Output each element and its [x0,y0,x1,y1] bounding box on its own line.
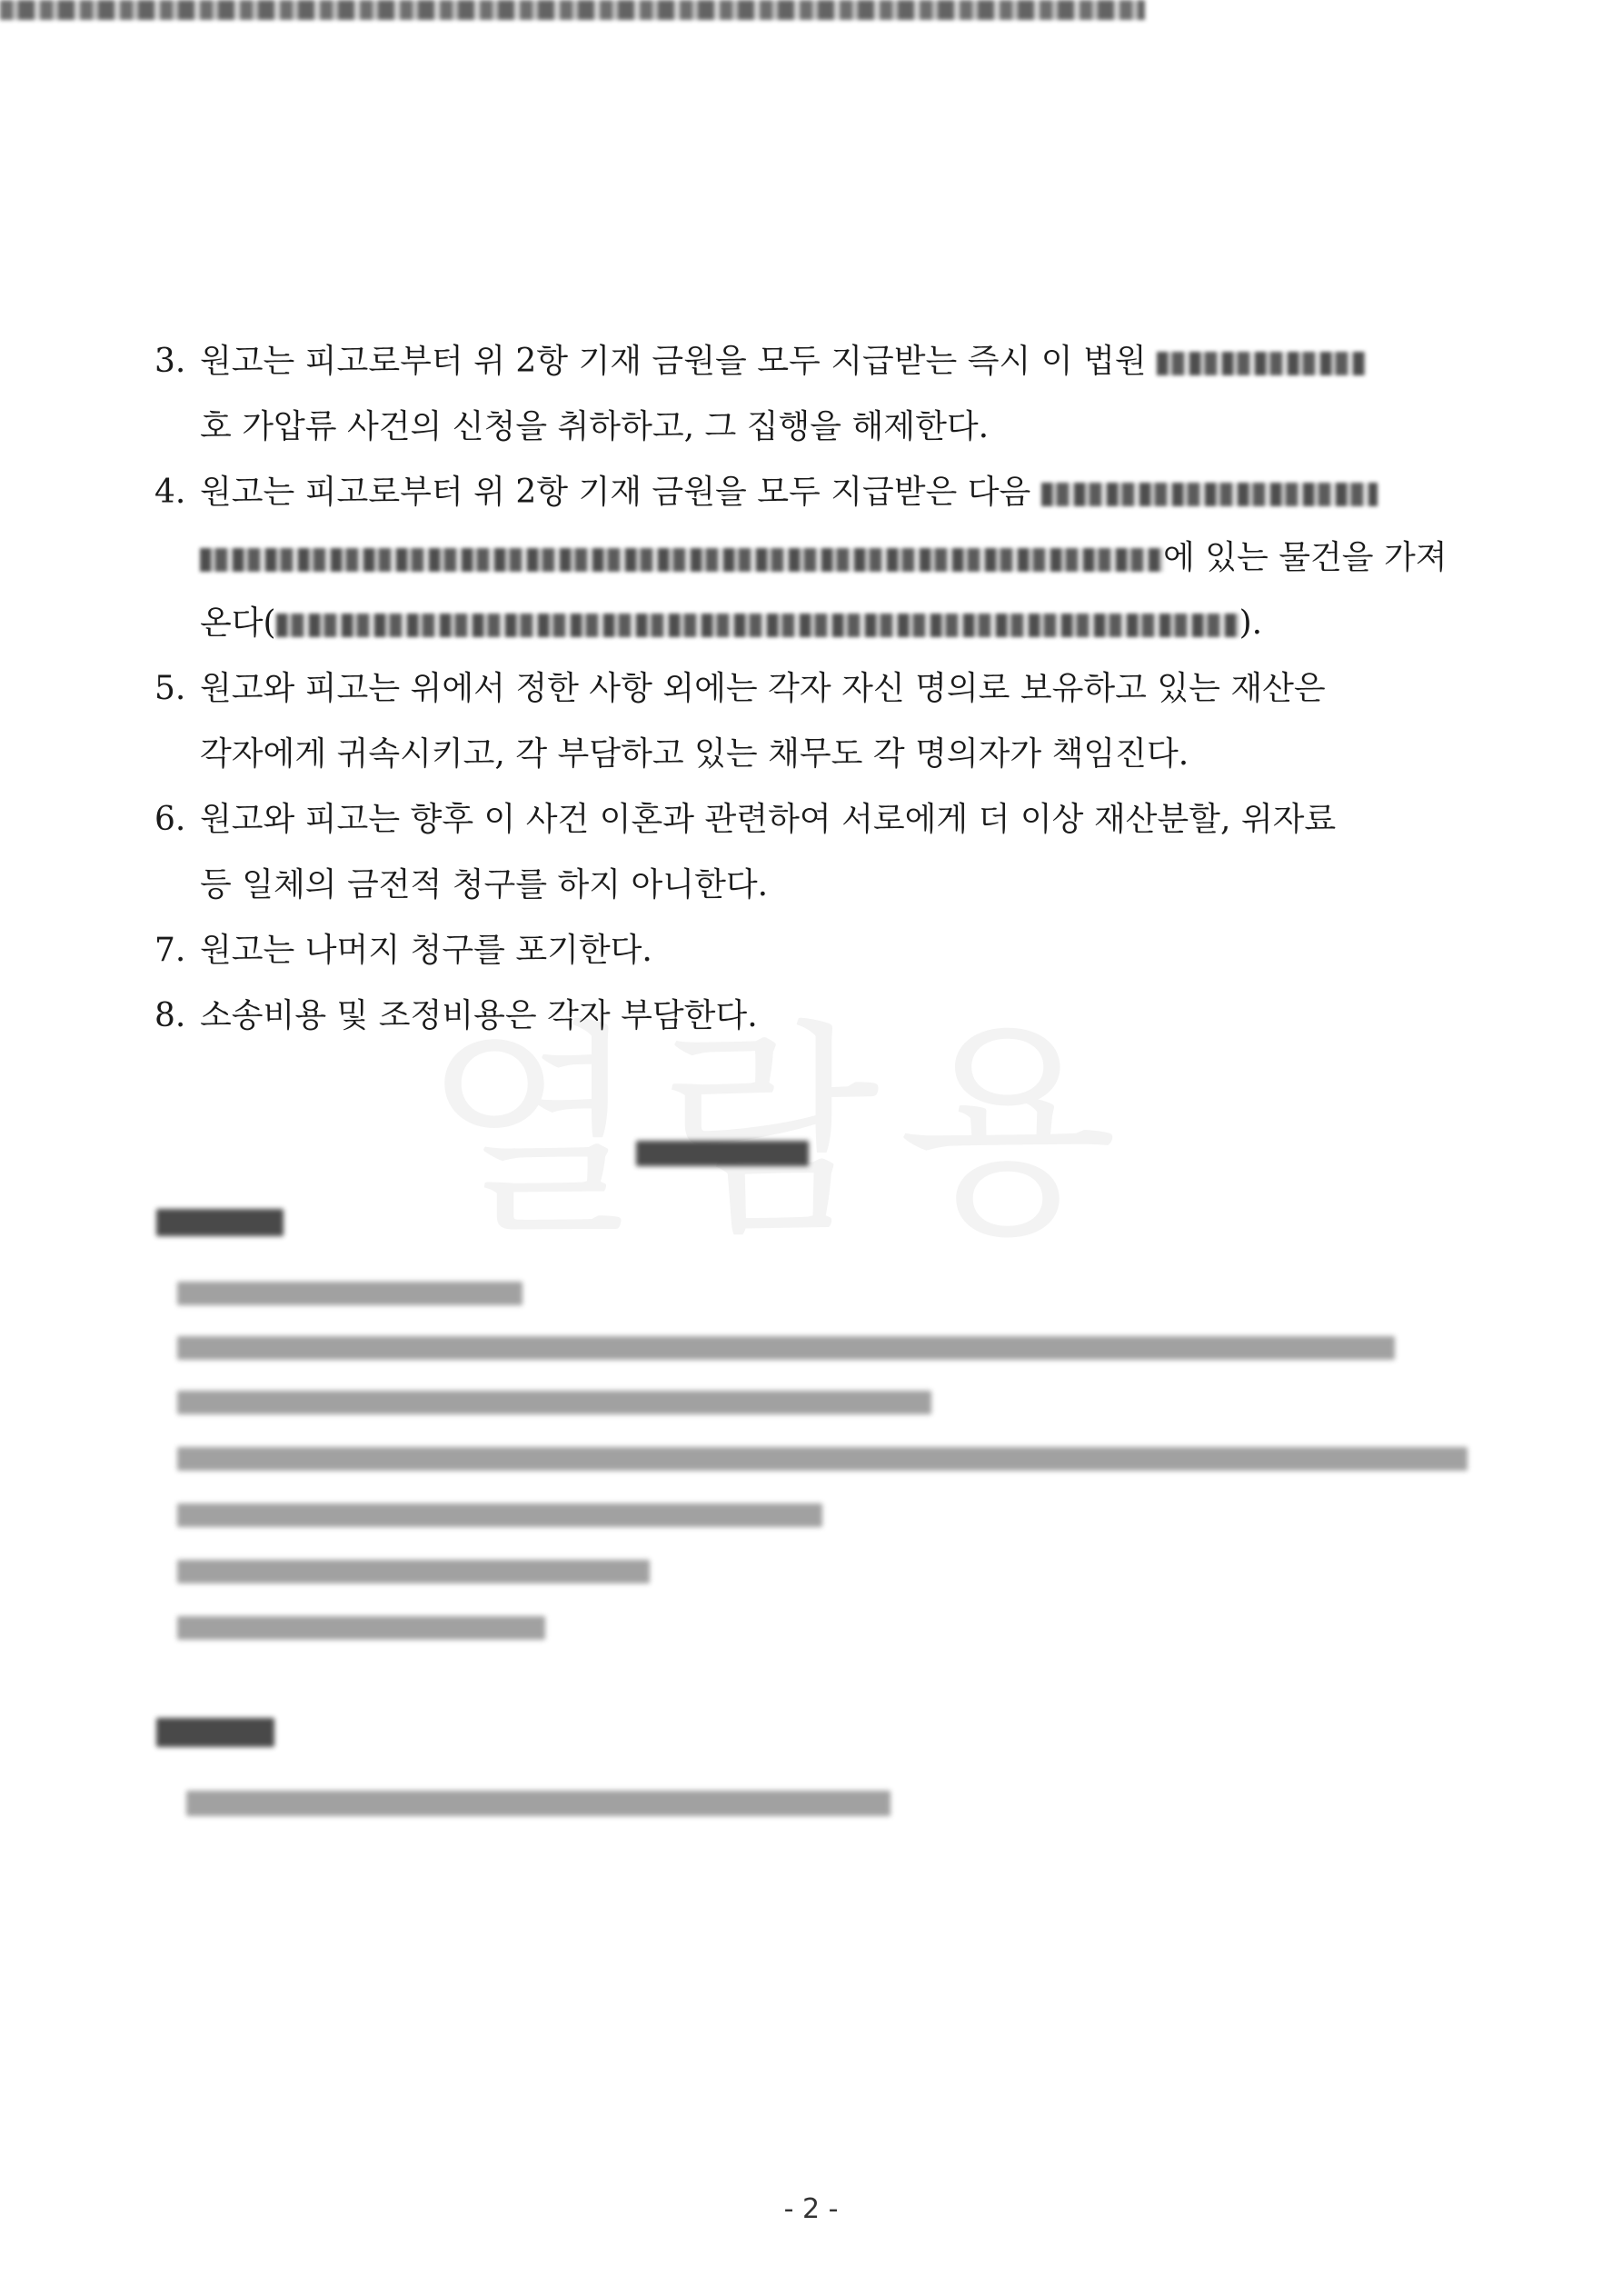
redacted-text-line [177,1503,822,1527]
redacted-text-line [177,1616,545,1640]
redacted-section-heading [636,1141,809,1166]
list-item-7 [154,918,1481,983]
item-text: ). [1239,604,1263,642]
item-number: 4. [154,474,186,511]
item-number: 8. [154,997,186,1034]
item-text: 원고는 피고로부터 위 2항 기재 금원을 모두 지급받은 다음 [200,474,1041,511]
item-number: 7. [154,932,186,969]
item-text: 각자에게 귀속시키고, 각 부담하고 있는 채무도 각 명의자가 책임진다. [200,735,1189,773]
redacted-text-line [177,1560,650,1583]
redacted-subheading [156,1209,284,1236]
list-item-8 [154,983,1481,1049]
item-number: 5. [154,670,186,707]
redacted-case-number [1157,352,1366,375]
item-text: 원고는 나머지 청구를 포기한다. [200,932,652,969]
redacted-item-list [276,614,1239,637]
list-item-3 [154,329,1481,460]
item-text: 온다( [200,604,276,642]
redacted-text-line [177,1391,931,1414]
page-number: - 2 - [783,2193,839,2225]
item-number: 3. [154,343,186,380]
redacted-text-line [177,1282,522,1305]
redacted-header [0,0,1145,20]
item-text: 원고와 피고는 향후 이 사건 이혼과 관련하여 서로에게 더 이상 재산분할, 위자료 [200,801,1337,838]
redacted-subheading [156,1718,274,1747]
redacted-text-line [186,1791,891,1816]
item-text: 에 있는 물건을 가져 [1163,539,1448,576]
redacted-text-line [177,1336,1395,1360]
item-text: 호 가압류 사건의 신청을 취하하고, 그 집행을 해제한다. [200,408,990,445]
list-item-5 [154,656,1481,787]
redacted-address [1041,483,1378,506]
item-text: 원고와 피고는 위에서 정한 사항 외에는 각자 자신 명의로 보유하고 있는 재산은 [200,670,1326,707]
redacted-address [200,548,1163,572]
list-item-4 [154,460,1481,656]
item-text: 원고는 피고로부터 위 2항 기재 금원을 모두 지급받는 즉시 이 법원 [200,343,1157,380]
list-item-6 [154,787,1481,918]
item-number: 6. [154,801,186,838]
item-text: 소송비용 및 조정비용은 각자 부담한다. [200,997,758,1034]
redacted-text-line [177,1447,1468,1471]
item-text: 등 일체의 금전적 청구를 하지 아니한다. [200,866,769,903]
